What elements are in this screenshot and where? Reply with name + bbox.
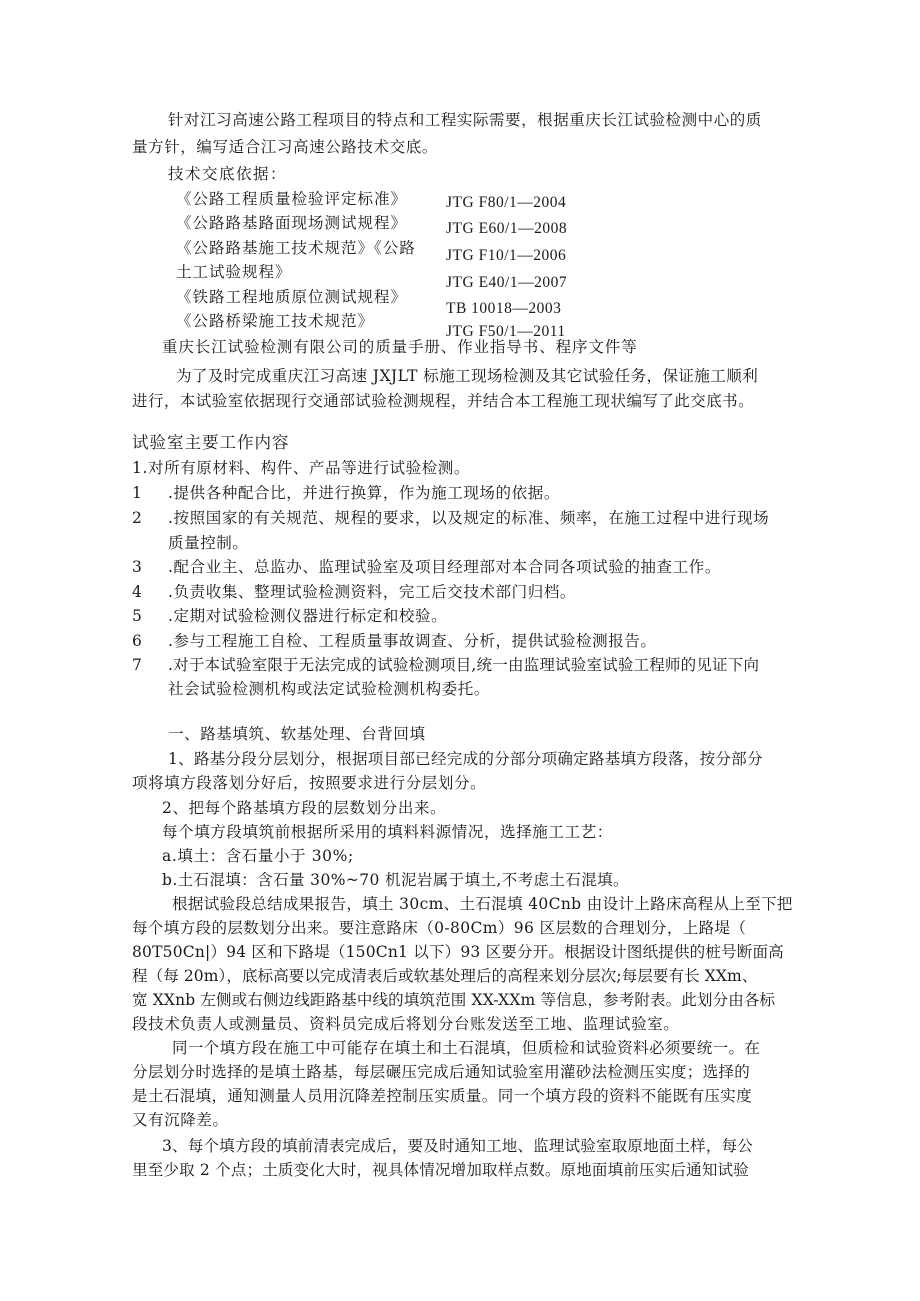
para-line-6: 段技术负责人或测量员、资料员完成后将划分台账发送至工地、监理试验室。: [132, 1015, 680, 1033]
work-item-8-num: 7: [132, 656, 143, 674]
fill-a-line: a.填土：含石量小于 30%;: [162, 847, 354, 865]
work-item-6: [132, 606, 447, 626]
work-item-2-text: .提供各种配合比，并进行换算，作为施工现场的依据。: [168, 484, 560, 502]
para-line-4: 程（每 20m），底标高要以完成清表后或软基处理后的高程来划分层次;每层要有长 XXm、: [132, 967, 758, 985]
work-item-4-text: .配合业主、总监办、监理试验室及项目经理部对本合同各项试验的抽查工作。: [168, 558, 721, 576]
para-line-3: 80T50Cn|）94 区和下路堤（150Cn1 以下）93 区要分开。根据设计图纸提供的桩号断面高: [132, 943, 784, 961]
work-item-7: [132, 631, 657, 651]
work-item-1-num: 1.: [132, 459, 148, 477]
s1-line-1: 1、路基分段分层划分，根据项目部已经完成的分部分项确定路基填方段落，按分部分: [168, 750, 763, 768]
para2-line-4: 又有沉降差。: [132, 1111, 229, 1129]
ref-code-4: JTG E40/1—2007: [446, 274, 568, 291]
main-work-heading: 试验室主要工作内容: [132, 433, 290, 452]
purpose-line-1: 为了及时完成重庆江习高速 JXJLT 标施工现场检测及其它试验任务，保证施工顺利: [176, 367, 759, 385]
work-item-6-num: 5: [132, 607, 143, 625]
ref-code-3: JTG F10/1—2006: [446, 247, 567, 264]
docs-line: 重庆长江试验检测有限公司的质量手册、作业指导书、程序文件等: [162, 338, 638, 356]
work-item-8-text: .对于本试验室限于无法完成的试验检测项目,统一由监理试验室试验工程师的见证下向: [168, 656, 760, 674]
ref-title-5: 《公路桥梁施工技术规范》: [176, 312, 375, 330]
intro-line-1: 针对江习高速公路工程项目的特点和工程实际需要，根据重庆长江试验检测中心的质: [168, 111, 762, 129]
para2-line-2: 分层划分时选择的是填土路基，每层碾压完成后通知试验室用灌砂法检测压实度；选择的: [132, 1063, 751, 1081]
ref-title-3-cont: 土工试验规程》: [176, 263, 292, 281]
work-item-6-text: .定期对试验检测仪器进行标定和校验。: [168, 607, 448, 625]
work-item-1: [132, 458, 470, 478]
para-line-1: 根据试验段总结成果报告，填土 30cm、土石混填 40Cnb 由设计上路床高程从上至下把: [172, 895, 793, 913]
para2-line-3: 是土石混填，通知测量人员用沉降差控制压实质量。同一个填方段的资料不能既有压实度: [132, 1087, 753, 1105]
ref-title-3: 《公路路基施工技术规范》《公路: [176, 239, 416, 257]
work-item-5-text: .负责收集、整理试验检测资料，完工后交技术部门归档。: [168, 583, 577, 601]
work-item-2-num: 1: [132, 484, 143, 502]
fill-b-line: b.土石混填：含石量 30%~70 机泥岩属于填土,不考虑土石混填。: [162, 871, 629, 889]
ref-code-6-clipped: [446, 322, 606, 340]
work-item-1-text: 对所有原材料、构件、产品等进行试验检测。: [148, 459, 471, 477]
ref-code-1: JTG F80/1—2004: [446, 194, 567, 211]
work-item-7-text: .参与工程施工自检、工程质量事故调查、分析，提供试验检测报告。: [168, 632, 657, 650]
s3-line-1: 3、每个填方段的填前清表完成后，要及时通知工地、监理试验室取原地面土样，每公: [162, 1137, 753, 1155]
work-item-3-cont: 质量控制。: [168, 534, 249, 552]
purpose-line-2: 进行，本试验室依据现行交通部试验检测规程，并结合本工程施工现状编写了此交底书。: [132, 392, 755, 410]
work-item-4-num: 3: [132, 558, 143, 576]
work-item-3: [132, 508, 769, 528]
ref-code-6: JTG F50/1—2011: [446, 323, 566, 340]
work-item-8-cont: 社会试验检测机构或法定试验检测机构委托。: [168, 680, 491, 698]
para-line-5: 宽 XXnb 左侧或右侧边线距路基中线的填筑范围 XX-XXm 等信息，参考附表。此划分由各标: [132, 991, 776, 1009]
ref-title-1: 《公路工程质量检验评定标准》: [176, 190, 408, 208]
basis-label: 技术交底依据：: [168, 165, 288, 183]
para2-line-1: 同一个填方段在施工中可能存在填土和土石混填，但质检和试验资料必须要统一。在: [172, 1039, 761, 1057]
s3-line-2: 里至少取 2 个点；土质变化大时，视具体情况增加取样点数。原地面填前压实后通知试验: [132, 1161, 749, 1179]
work-item-3-text: .按照国家的有关规范、规程的要求，以及规定的标准、频率，在施工过程中进行现场: [168, 509, 770, 527]
ref-code-5: TB 10018—2003: [446, 300, 562, 317]
ref-title-2: 《公路路基路面现场测试规程》: [176, 214, 408, 232]
work-item-8: [132, 655, 759, 675]
s1-line-2: 项将填方段落划分好后，按照要求进行分层划分。: [132, 774, 487, 792]
ref-title-4: 《铁路工程地质原位测试规程》: [176, 288, 408, 306]
work-item-5: [132, 582, 576, 602]
work-item-4: [132, 557, 721, 577]
work-item-5-num: 4: [132, 583, 143, 601]
work-item-2: [132, 483, 560, 503]
para-line-2: 每个填方段的层数划分出来。要注意路床（0-80Cm）96 区层数的合理划分，上路堤（: [132, 919, 747, 937]
s2-sub-line: 每个填方段填筑前根据所采用的填料料源情况，选择施工工艺：: [162, 823, 613, 841]
ref-code-2: JTG E60/1—2008: [446, 220, 568, 237]
work-item-7-num: 6: [132, 632, 143, 650]
work-item-3-num: 2: [132, 509, 143, 527]
intro-line-2: 量方针，编写适合江习高速公路技术交底。: [132, 138, 438, 156]
section1-heading: 一、路基填筑、软基处理、台背回填: [168, 725, 426, 743]
s2-line: 2、把每个路基填方段的层数划分出来。: [162, 799, 447, 817]
